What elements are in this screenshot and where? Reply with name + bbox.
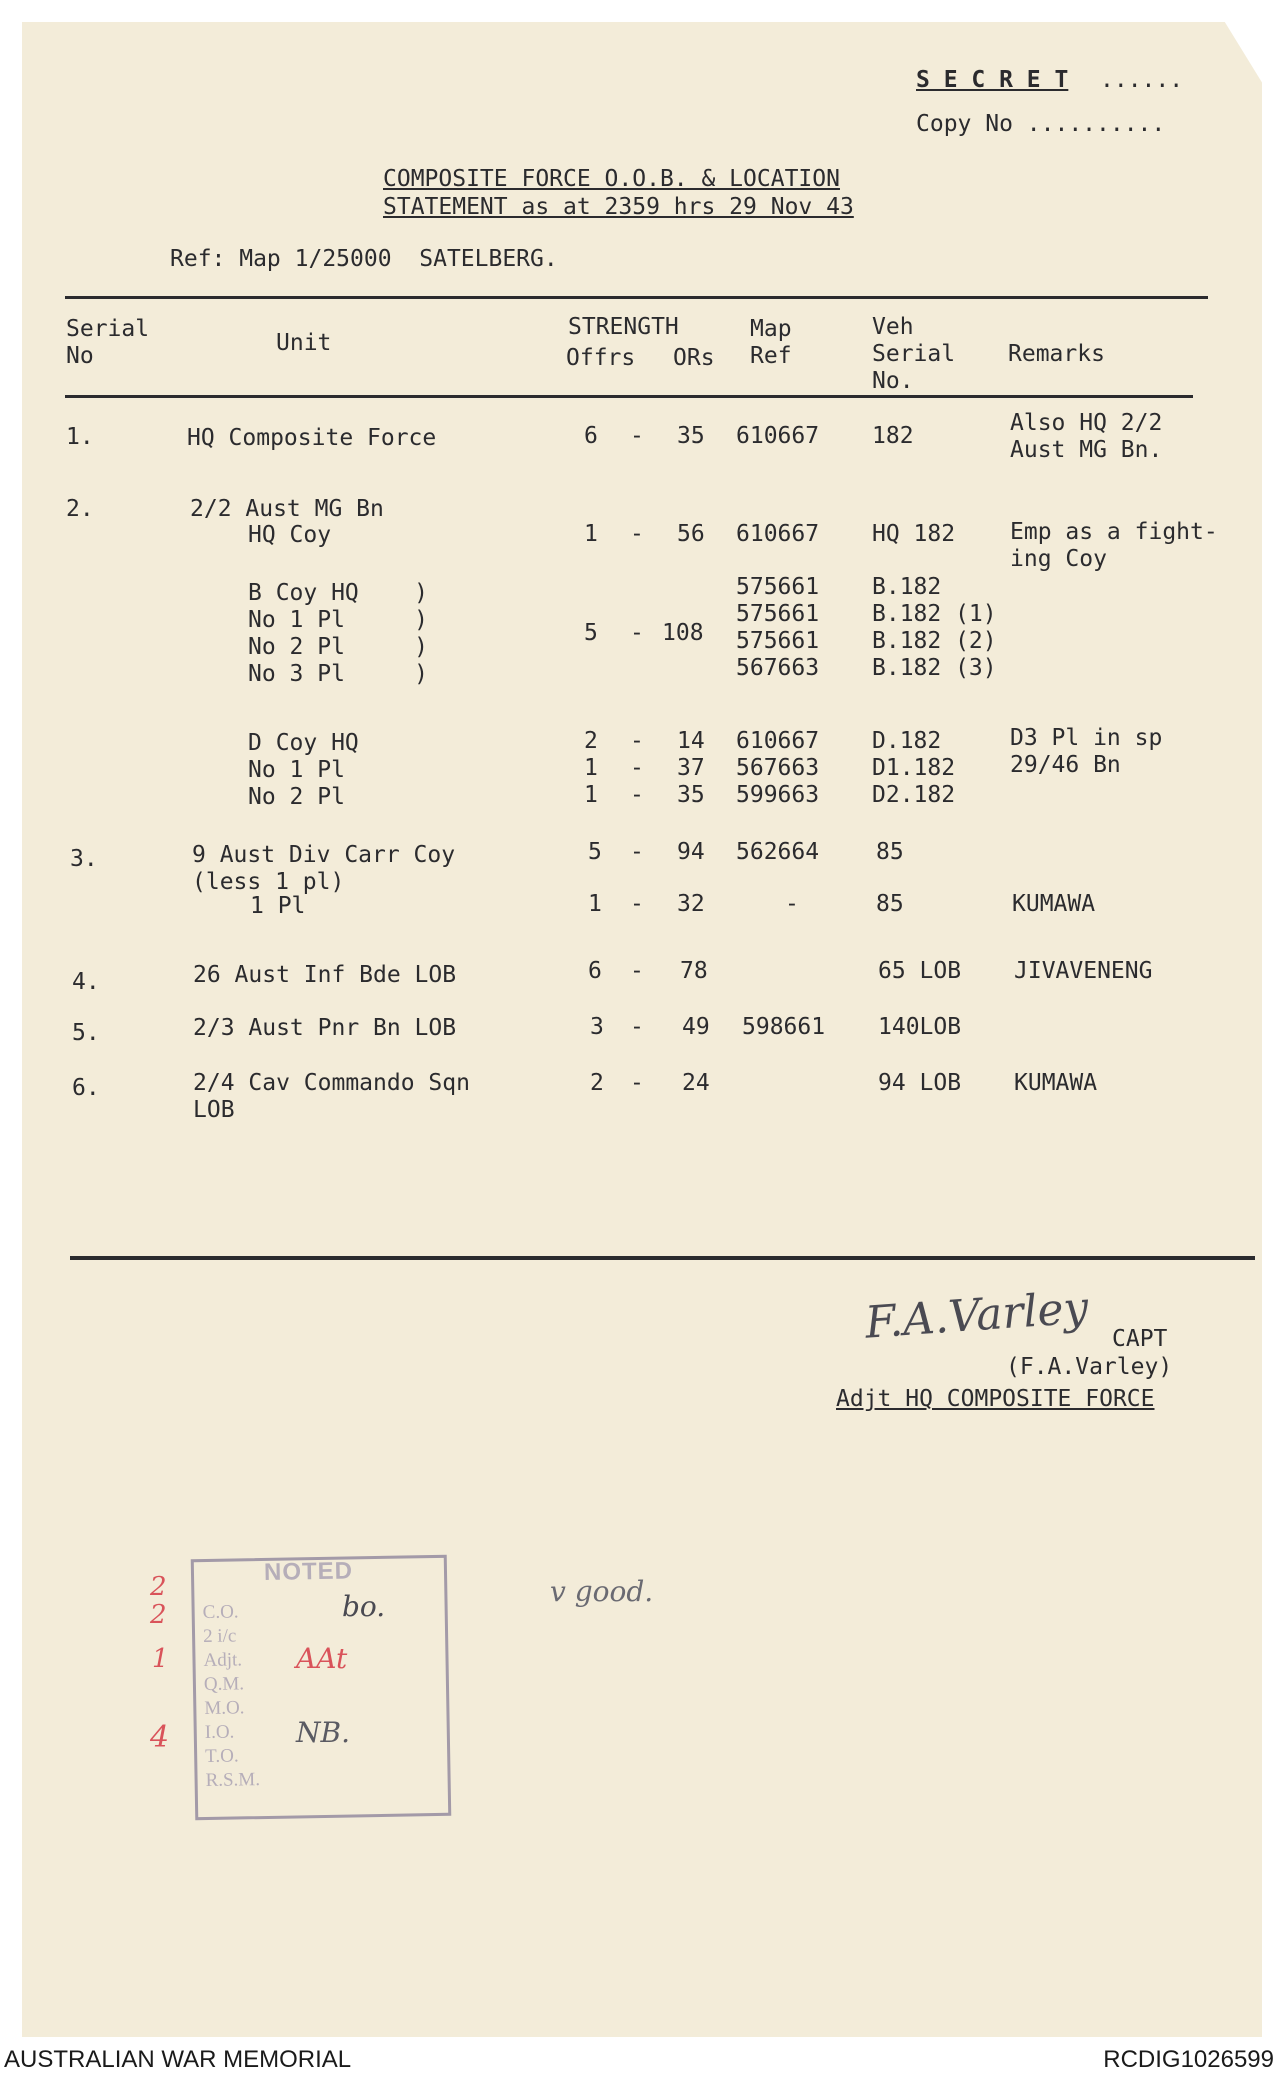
top-rule [65, 296, 1208, 299]
margin-number: 4 [150, 1720, 170, 1755]
map-ref-value: 610667 [736, 521, 820, 547]
signature-name: (F.A.Varley) [1006, 1354, 1173, 1380]
unit-d-coy-group: D Coy HQ No 1 Pl No 2 Pl [248, 730, 359, 810]
classification-label: S E C R E T [916, 67, 1069, 93]
serial-2: 2. [66, 496, 94, 522]
stamp-label-adjt: Adjt. [203, 1649, 243, 1672]
stamp-title: NOTED [263, 1557, 354, 1586]
column-unit: Unit [276, 330, 332, 356]
ors-value: 108 [662, 620, 704, 646]
offrs-value: 5 [584, 620, 598, 646]
ors-value: 14 37 35 [677, 728, 705, 808]
strength-dash: - - - [630, 728, 644, 808]
map-ref-value: 562664 [736, 839, 820, 865]
initials-adjt: AAt [296, 1642, 348, 1675]
strength-dash: - [630, 839, 644, 865]
noted-stamp [191, 1555, 452, 1820]
offrs-value: 5 [588, 839, 602, 865]
column-strength: STRENGTH [568, 314, 679, 340]
strength-dash: - [630, 891, 644, 917]
remarks-value: D3 Pl in sp 29/46 Bn [1010, 725, 1163, 778]
document-title-line2: STATEMENT as at 2359 hrs 29 Nov 43 [383, 194, 854, 220]
veh-serial-value: 182 [872, 423, 914, 449]
ors-value: 32 [677, 891, 705, 917]
handwritten-signature: F.A.Varley [863, 1282, 1090, 1349]
unit-hq-composite-force: HQ Composite Force [187, 425, 437, 451]
unit-1-pl: 1 Pl [250, 893, 306, 919]
margin-number: 2 [150, 1572, 167, 1602]
stamp-label-io: I.O. [204, 1721, 235, 1744]
strength-dash: - [630, 423, 644, 449]
offrs-value: 1 [588, 891, 602, 917]
initials-io: NB. [296, 1716, 350, 1749]
ors-value: 94 [677, 839, 705, 865]
strength-dash: - [630, 958, 644, 984]
remarks-value: KUMAWA [1014, 1070, 1098, 1096]
stamp-label-qm: Q.M. [203, 1673, 245, 1696]
ors-value: 49 [682, 1014, 710, 1040]
ors-value: 35 [677, 423, 705, 449]
offrs-value: 6 [588, 958, 602, 984]
handwritten-note: v good. [550, 1575, 654, 1608]
footer-id: RCDIG1026599 [1103, 2046, 1274, 2073]
map-reference: Ref: Map 1/25000 SATELBERG. [170, 246, 558, 272]
header-rule [65, 395, 1193, 398]
veh-serial-value: B.182 B.182 (1) B.182 (2) B.182 (3) [872, 574, 997, 681]
strength-dash: - [630, 1070, 644, 1096]
veh-serial-value: 65 LOB [878, 958, 962, 984]
strength-dash: - [630, 521, 644, 547]
ors-value: 24 [682, 1070, 710, 1096]
map-ref-value: 575661 575661 575661 567663 [736, 574, 820, 681]
offrs-value: 2 1 1 [584, 728, 598, 808]
strength-dash: - [630, 1014, 644, 1040]
classification-dots: ...... [1100, 67, 1184, 93]
veh-serial-value: HQ 182 [872, 521, 956, 547]
signature-appointment: Adjt HQ COMPOSITE FORCE [836, 1386, 1155, 1412]
remarks-value: JIVAVENENG [1014, 958, 1153, 984]
serial-3: 3. [70, 846, 98, 872]
remarks-value: Also HQ 2/2 Aust MG Bn. [1010, 410, 1163, 463]
offrs-value: 6 [584, 423, 598, 449]
signature-rank: CAPT [1112, 1326, 1168, 1352]
map-ref-value: 610667 567663 599663 [736, 728, 820, 808]
margin-number: 2 [150, 1600, 167, 1630]
offrs-value: 1 [584, 521, 598, 547]
unit-9-aust-div-carr-coy: 9 Aust Div Carr Coy (less 1 pl) [192, 842, 456, 895]
serial-5: 5. [72, 1020, 100, 1046]
ors-value: 78 [680, 958, 708, 984]
serial-4: 4. [72, 969, 100, 995]
unit-26-aust-inf-bde-lob: 26 Aust Inf Bde LOB [193, 962, 457, 988]
column-map-ref: Map Ref [750, 316, 792, 369]
veh-serial-value: D.182 D1.182 D2.182 [872, 728, 956, 808]
serial-6: 6. [72, 1075, 100, 1101]
unit-2-3-aust-pnr-bn-lob: 2/3 Aust Pnr Bn LOB [193, 1015, 457, 1041]
veh-serial-value: 85 [876, 839, 904, 865]
unit-2-2-aust-mg-bn: 2/2 Aust MG Bn [190, 496, 384, 522]
copy-number: Copy No .......... [916, 111, 1166, 137]
stamp-label-to: T.O. [205, 1745, 239, 1768]
remarks-value: Emp as a fight- ing Coy [1010, 519, 1218, 572]
stamp-label-co: C.O. [202, 1601, 239, 1624]
column-serial: Serial No [66, 316, 150, 369]
unit-hq-coy: HQ Coy [248, 522, 332, 548]
map-ref-value: 598661 [742, 1014, 826, 1040]
column-ors: ORs [673, 345, 715, 371]
column-veh-serial: Veh Serial No. [872, 314, 956, 394]
stamp-label-rsm: R.S.M. [205, 1769, 261, 1792]
stamp-label-mo: M.O. [204, 1697, 245, 1720]
unit-b-coy-group: B Coy HQ ) No 1 Pl ) No 2 Pl ) No 3 Pl ) [248, 580, 429, 687]
offrs-value: 3 [590, 1014, 604, 1040]
bottom-rule [70, 1256, 1255, 1260]
column-remarks: Remarks [1008, 341, 1105, 367]
remarks-value: KUMAWA [1012, 891, 1096, 917]
margin-number: 1 [152, 1644, 169, 1674]
ors-value: 56 [677, 521, 705, 547]
veh-serial-value: 140LOB [878, 1014, 962, 1040]
veh-serial-value: 85 [876, 891, 904, 917]
offrs-value: 2 [590, 1070, 604, 1096]
serial-1: 1. [66, 424, 94, 450]
strength-dash: - [630, 620, 644, 646]
stamp-label-2ic: 2 i/c [202, 1625, 237, 1648]
footer-source: AUSTRALIAN WAR MEMORIAL [4, 2046, 352, 2073]
map-ref-value: 610667 [736, 423, 820, 449]
unit-2-4-cav-commando-sqn-lob: 2/4 Cav Commando Sqn LOB [193, 1070, 470, 1123]
column-offrs: Offrs [566, 345, 636, 371]
document-title-line1: COMPOSITE FORCE O.O.B. & LOCATION [383, 166, 840, 192]
map-ref-value: - [785, 891, 799, 917]
initials-co: bo. [342, 1590, 386, 1623]
veh-serial-value: 94 LOB [878, 1070, 962, 1096]
